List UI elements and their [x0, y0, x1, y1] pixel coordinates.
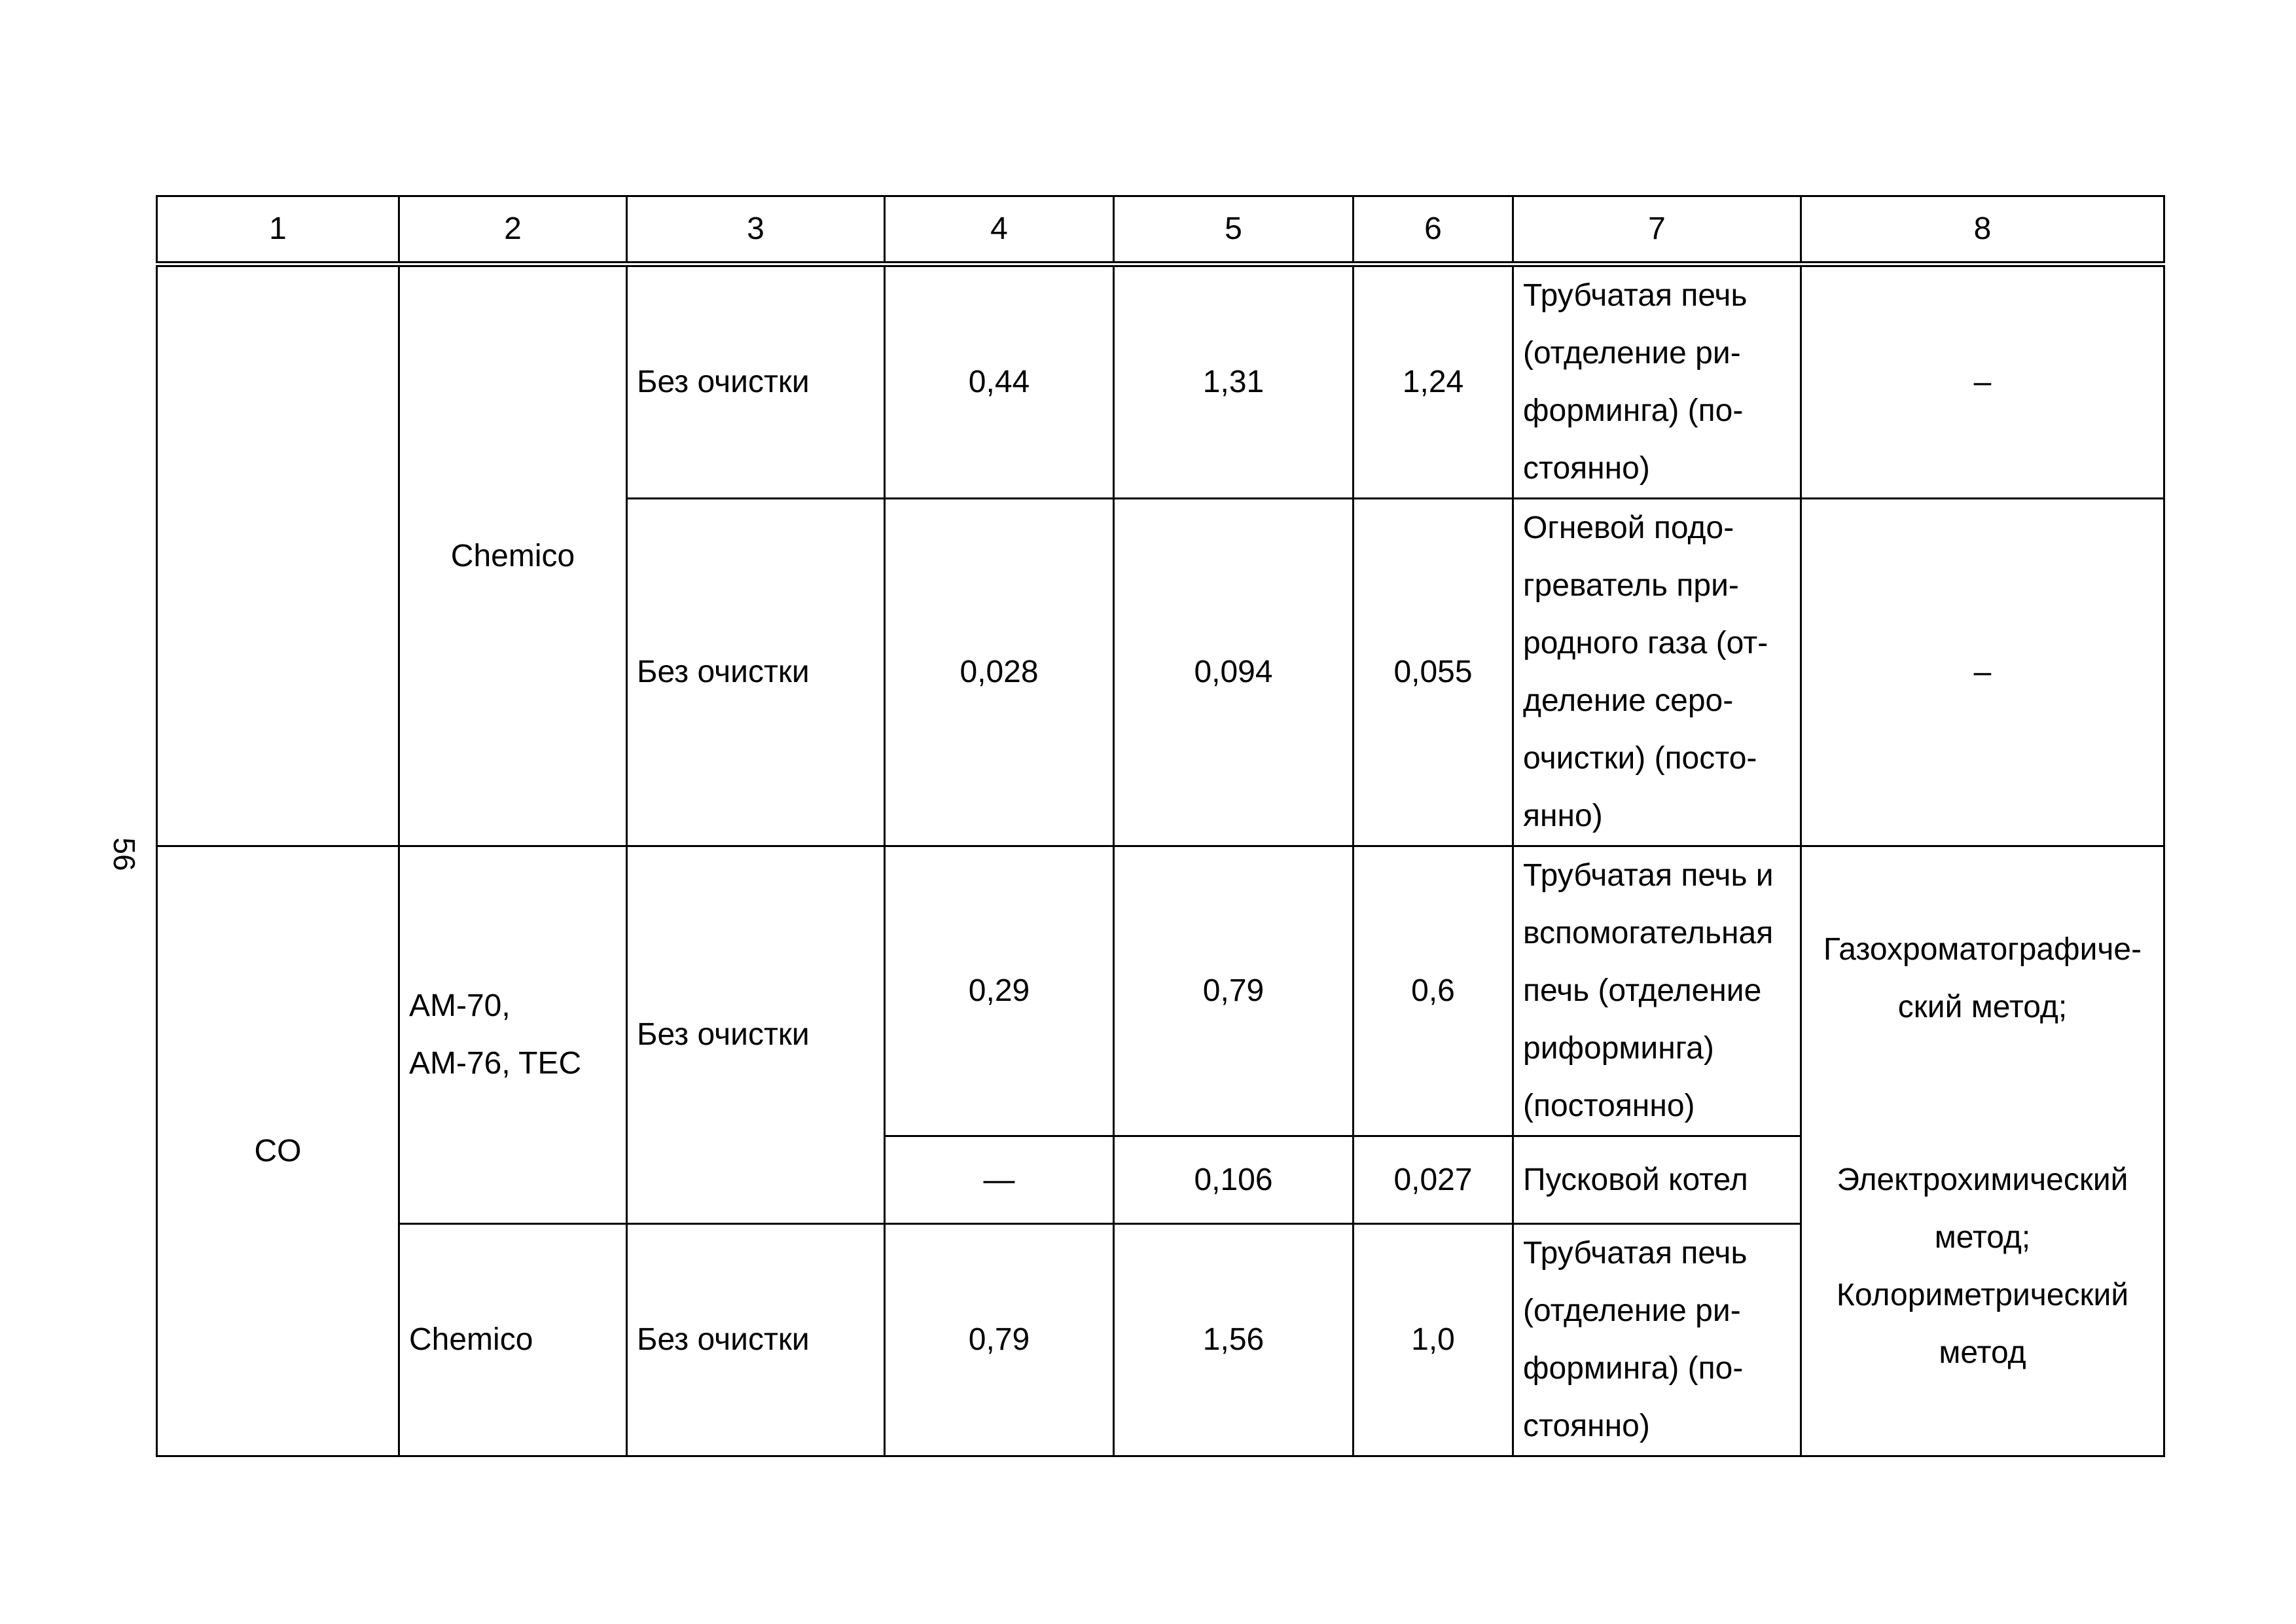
- technology-cell: Chemico: [399, 264, 627, 846]
- cleaning-cell: Без очистки: [627, 1224, 885, 1456]
- value-cell-5: 0,094: [1114, 499, 1354, 846]
- header-cell-8: 8: [1801, 196, 2164, 264]
- header-cell-7: 7: [1513, 196, 1801, 264]
- substance-cell: CO: [157, 846, 399, 1456]
- value-cell-4: 0,028: [885, 499, 1114, 846]
- header-cell-5: 5: [1114, 196, 1354, 264]
- value-cell-6: 1,0: [1354, 1224, 1513, 1456]
- page-number: 56: [107, 837, 141, 871]
- value-cell-6: 1,24: [1354, 264, 1513, 499]
- value-cell-4: 0,44: [885, 264, 1114, 499]
- value-cell-4: 0,79: [885, 1224, 1114, 1456]
- header-row: [157, 196, 2164, 264]
- value-cell-5: 1,56: [1114, 1224, 1354, 1456]
- value-cell-5: 0,106: [1114, 1136, 1354, 1224]
- header-cell-6: 6: [1354, 196, 1513, 264]
- value-cell-5: 1,31: [1114, 264, 1354, 499]
- source-cell: Пусковой котел: [1513, 1136, 1801, 1224]
- value-cell-6: 0,027: [1354, 1136, 1513, 1224]
- method-cell: –: [1801, 264, 2164, 499]
- source-cell: Трубчатая печь (отделение ри- форминга) (по- стоянно): [1513, 264, 1801, 499]
- value-cell-6: 0,055: [1354, 499, 1513, 846]
- cleaning-cell: Без очистки: [627, 499, 885, 846]
- method-cell: Газохроматографиче- ский метод; Электрохимический метод; Колориметрический метод: [1801, 846, 2164, 1456]
- header-cell-1: 1: [157, 196, 399, 264]
- cleaning-cell: Без очистки: [627, 846, 885, 1224]
- value-cell-4: 0,29: [885, 846, 1114, 1136]
- source-cell: Огневой подо- греватель при- родного газа (от- деление серо- очистки) (посто- янно): [1513, 499, 1801, 846]
- header-cell-3: 3: [627, 196, 885, 264]
- technology-cell: Chemico: [399, 1224, 627, 1456]
- substance-cell: [157, 264, 399, 846]
- source-cell: Трубчатая печь и вспомогательная печь (отделение риформинга) (постоянно): [1513, 846, 1801, 1136]
- table-row: [157, 264, 2164, 499]
- method-cell: –: [1801, 499, 2164, 846]
- value-cell-6: 0,6: [1354, 846, 1513, 1136]
- technology-cell: AM-70, AM-76, TEC: [399, 846, 627, 1224]
- emissions-table: [156, 195, 2165, 1457]
- value-cell-4: —: [885, 1136, 1114, 1224]
- table-row: [157, 846, 2164, 1136]
- value-cell-5: 0,79: [1114, 846, 1354, 1136]
- header-cell-4: 4: [885, 196, 1114, 264]
- cleaning-cell: Без очистки: [627, 264, 885, 499]
- header-cell-2: 2: [399, 196, 627, 264]
- source-cell: Трубчатая печь (отделение ри- форминга) (по- стоянно): [1513, 1224, 1801, 1456]
